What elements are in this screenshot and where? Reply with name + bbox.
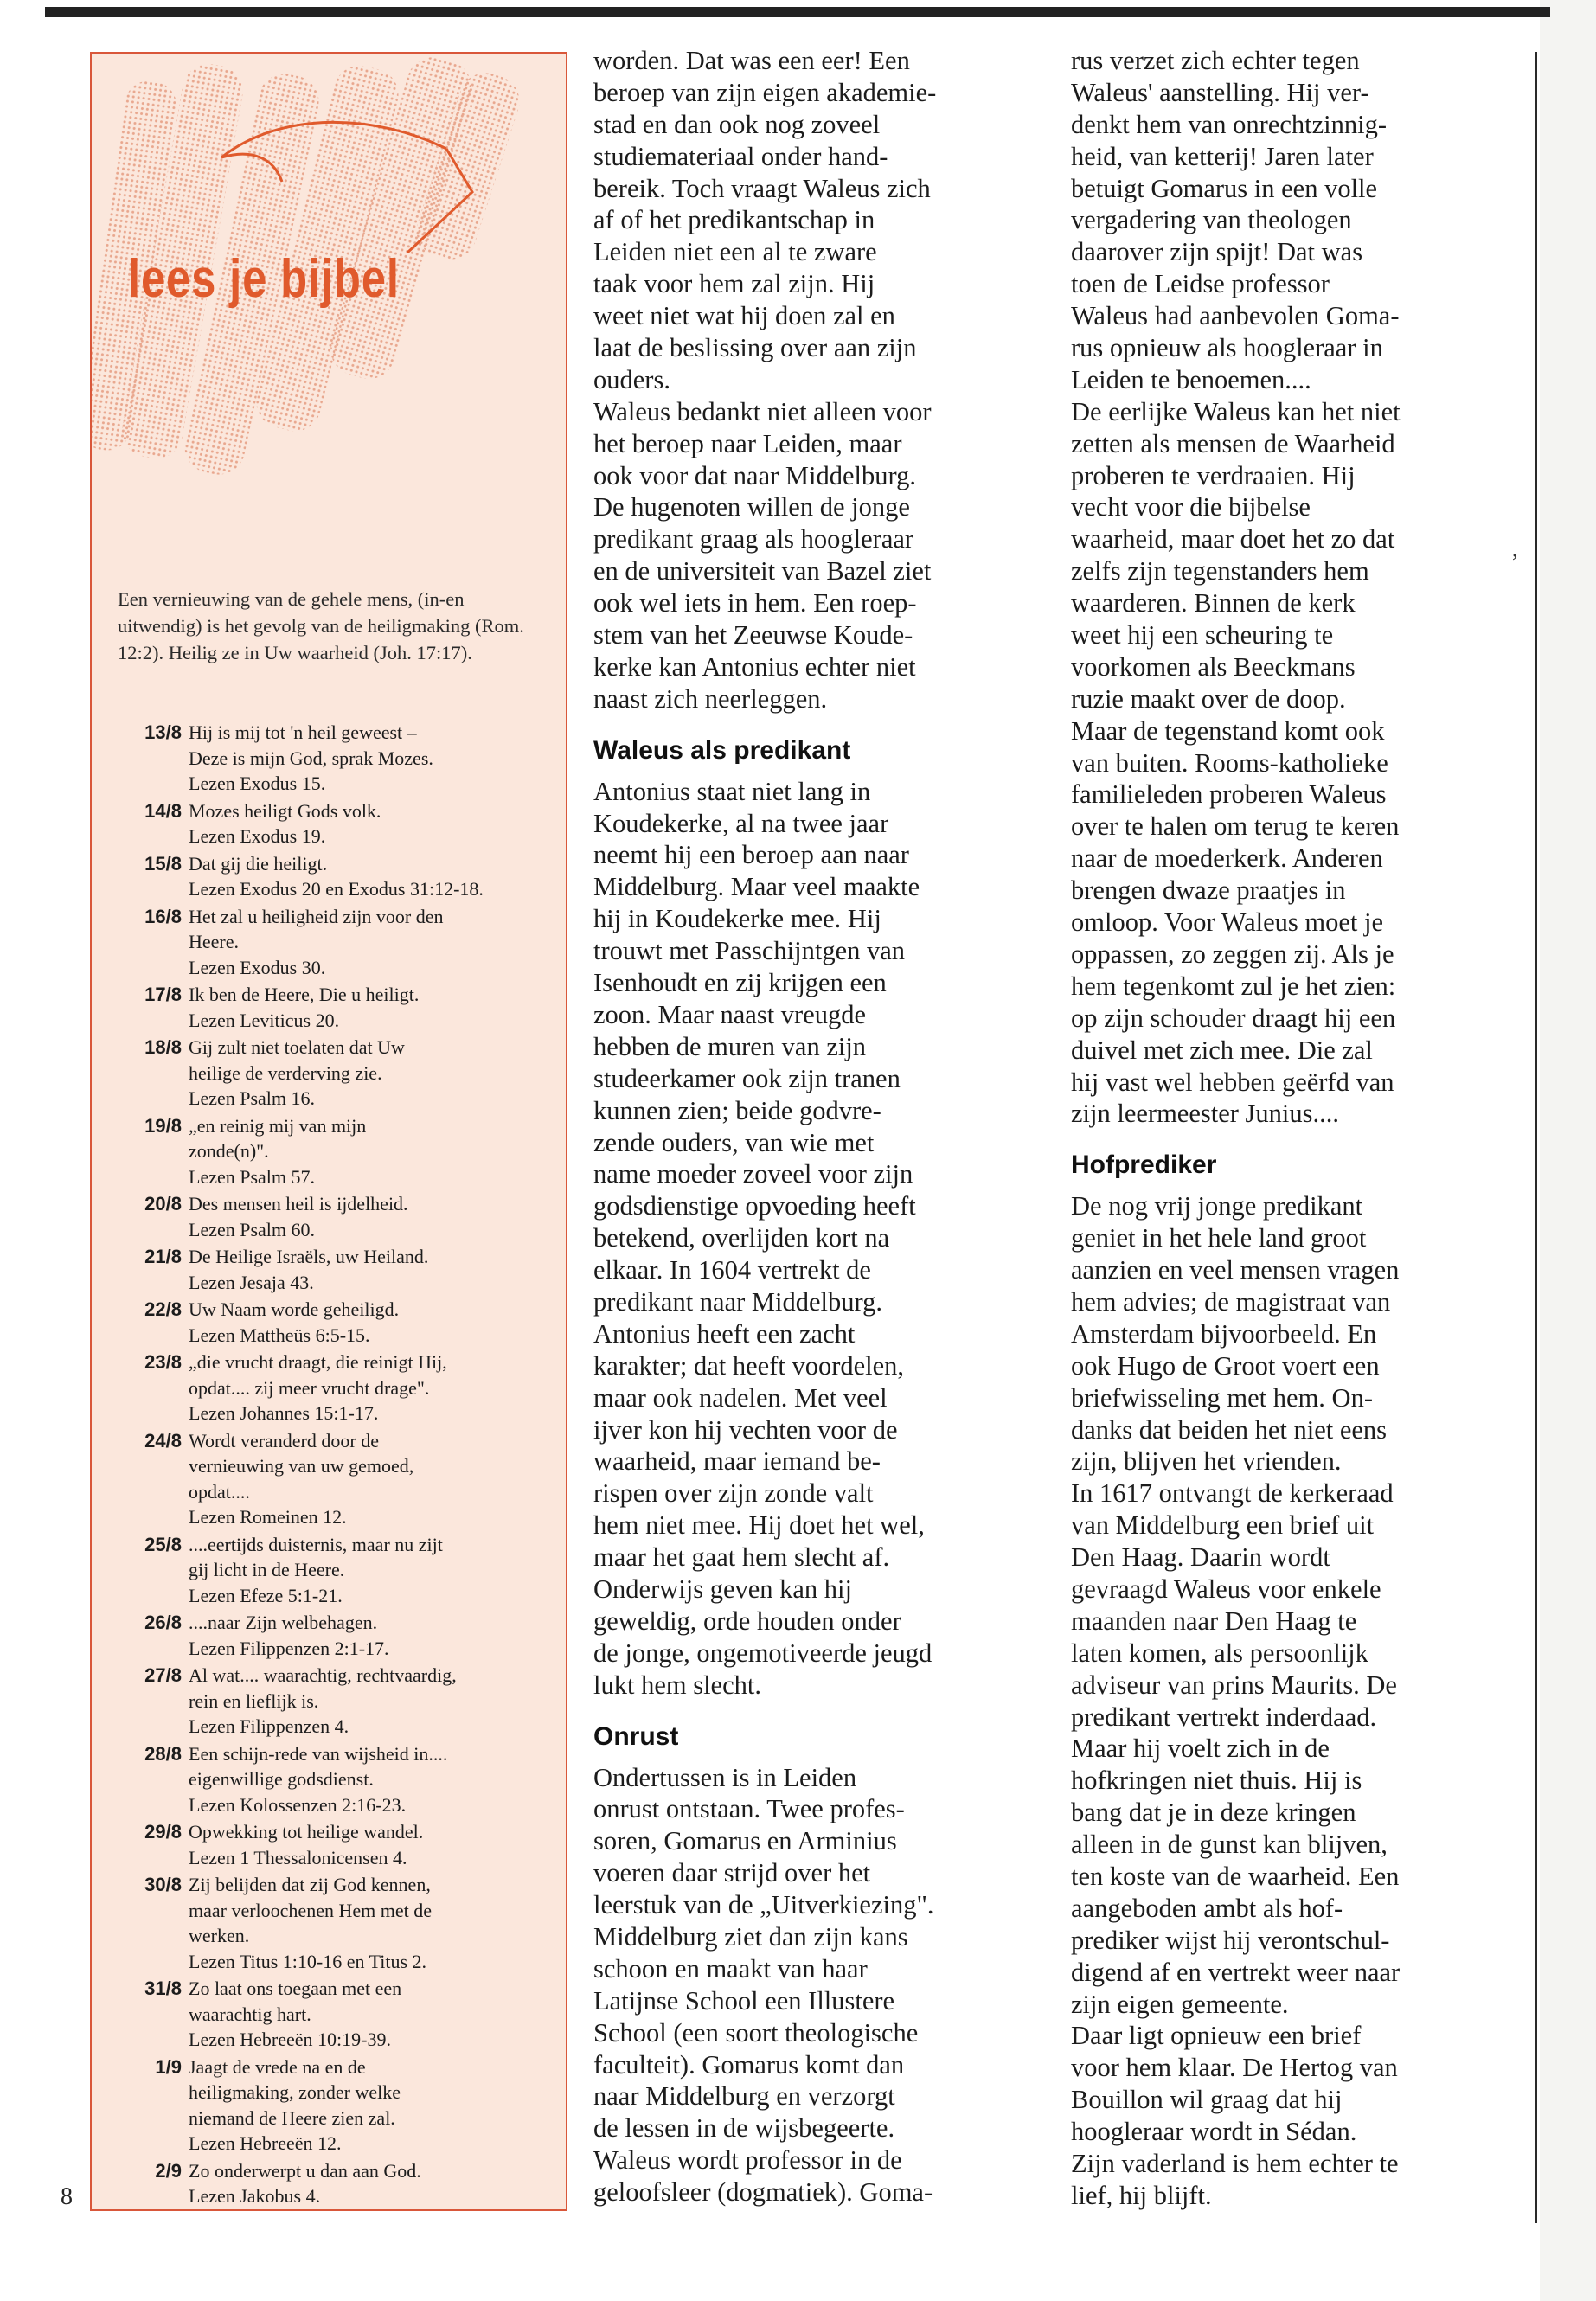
reading-entry xyxy=(116,2158,557,2209)
reading-date: 17/8 xyxy=(144,984,182,1005)
text-line: predikant graag als hoogleraar xyxy=(593,524,914,554)
reading-date: 29/8 xyxy=(144,1821,182,1843)
reading-line: niemand de Heere zien zal. xyxy=(189,2106,395,2129)
reading-entry xyxy=(116,1297,557,1348)
text-line: leerstuk van de „Uitverkiezing". xyxy=(593,1890,934,1920)
text-line: Leiden niet een al te zware xyxy=(593,237,877,267)
reading-text xyxy=(189,1244,557,1295)
reading-entry xyxy=(116,1191,557,1242)
reading-reference: Lezen Jesaja 43. xyxy=(189,1271,314,1293)
reading-reference: Lezen Psalm 60. xyxy=(189,1218,316,1240)
text-line: Isenhoudt en zij krijgen een xyxy=(593,968,887,998)
text-line: af of het predikantschap in xyxy=(593,205,875,235)
sidebar-title: lees je bijbel xyxy=(128,249,400,309)
text-line: hebben de muren van zijn xyxy=(593,1031,867,1061)
top-edge-bar xyxy=(45,7,1550,17)
reading-entry xyxy=(116,1610,557,1661)
text-line: zijn leermeester Junius.... xyxy=(1071,1099,1339,1129)
text-line: soren, Gomarus en Arminius xyxy=(593,1826,897,1856)
reading-date: 24/8 xyxy=(144,1429,182,1452)
reading-text xyxy=(189,982,557,1033)
text-line: lukt hem slecht. xyxy=(593,1670,761,1700)
text-line: waarderen. Binnen de kerk xyxy=(1071,588,1356,619)
reading-line: Een schijn-rede van wijsheid in.... xyxy=(189,1742,448,1765)
reading-line: Heere. xyxy=(189,931,240,952)
text-line: op zijn schouder draagt hij een xyxy=(1071,1003,1396,1033)
text-line: Onderwijs geven kan hij xyxy=(593,1574,852,1604)
text-line: familieleden proberen Waleus xyxy=(1071,779,1387,810)
text-line: maanden naar Den Haag te xyxy=(1071,1606,1357,1636)
reading-date: 18/8 xyxy=(144,1036,182,1058)
reading-date: 22/8 xyxy=(144,1298,182,1320)
reading-reference: Lezen Leviticus 20. xyxy=(189,1009,340,1031)
reading-date: 13/8 xyxy=(144,721,182,743)
reading-text xyxy=(189,1819,557,1870)
text-line: adviseur van prins Maurits. De xyxy=(1071,1670,1397,1700)
text-line: aanzien en veel mensen vragen xyxy=(1071,1255,1400,1285)
text-line: zijn, blijven het vrienden. xyxy=(1071,1446,1342,1477)
reading-reference: Lezen Filippenzen 4. xyxy=(189,1715,349,1737)
text-line: en de universiteit van Bazel ziet xyxy=(593,556,932,586)
reading-entry xyxy=(116,720,557,797)
paragraph-block xyxy=(593,1762,1043,2208)
text-line: weet hij een scheuring te xyxy=(1071,620,1334,651)
text-line: omloop. Voor Waleus moet je xyxy=(1071,907,1383,938)
text-line: ook wel iets in hem. Een roep- xyxy=(593,588,917,619)
text-line: Den Haag. Daarin wordt xyxy=(1071,1542,1330,1573)
reading-line: ....eertijds duisternis, maar nu zijt xyxy=(189,1533,443,1555)
reading-entry xyxy=(116,1035,557,1112)
text-line: waarheid, maar doet het zo dat xyxy=(1071,524,1395,554)
text-line: Antonius heeft een zacht xyxy=(593,1318,856,1349)
heading-onrust: Onrust xyxy=(593,1721,679,1751)
text-line: alleen in de gunst kan blijven, xyxy=(1071,1830,1388,1860)
reading-date: 28/8 xyxy=(144,1742,182,1765)
paragraph-block xyxy=(1071,1190,1521,2212)
reading-line: Hij is mij tot 'n heil geweest – xyxy=(189,721,417,743)
reading-line: De Heilige Israëls, uw Heiland. xyxy=(189,1246,429,1267)
reading-line: Zij belijden dat zij God kennen, xyxy=(189,1874,431,1895)
reading-date: 27/8 xyxy=(144,1664,182,1686)
reading-text xyxy=(189,1610,557,1661)
reading-reference: Lezen Johannes 15:1-17. xyxy=(189,1402,379,1424)
reading-line: eigenwillige godsdienst. xyxy=(189,1768,374,1790)
reading-text xyxy=(189,851,557,902)
text-line: van Middelburg een brief uit xyxy=(1071,1510,1375,1541)
text-line: het beroep naar Leiden, maar xyxy=(593,428,902,458)
text-line: name moeder zoveel voor zijn xyxy=(593,1159,913,1189)
text-line: weet niet wat hij doen zal en xyxy=(593,301,895,331)
reading-reference: Lezen Titus 1:10-16 en Titus 2. xyxy=(189,1950,427,1972)
text-line: duivel met zich mee. Die zal xyxy=(1071,1035,1373,1065)
reading-line: „en reinig mij van mijn xyxy=(189,1114,367,1137)
paragraph-block xyxy=(593,776,1043,1702)
text-line: Daar ligt opnieuw een brief xyxy=(1071,2021,1362,2051)
reading-date: 23/8 xyxy=(144,1351,182,1373)
reading-line: Zo laat ons toegaan met een xyxy=(189,1977,402,1999)
reading-reference: Lezen 1 Thessalonicensen 4. xyxy=(189,1846,407,1868)
text-line: Antonius staat niet lang in xyxy=(593,776,871,806)
reading-reference: Lezen Filippenzen 2:1-17. xyxy=(189,1637,389,1659)
reading-text xyxy=(189,1663,557,1740)
reading-entry xyxy=(116,1428,557,1530)
text-line: maar het gaat hem slecht af. xyxy=(593,1542,890,1573)
text-line: Amsterdam bijvoorbeeld. En xyxy=(1071,1318,1377,1349)
reading-reference: Lezen Jakobus 4. xyxy=(189,2185,321,2207)
text-line: betekend, overlijden kort na xyxy=(593,1223,890,1253)
reading-text xyxy=(189,1191,557,1242)
reading-line: ....naar Zijn welbehagen. xyxy=(189,1612,378,1633)
text-line: rus opnieuw als hoogleraar in xyxy=(1071,333,1383,363)
text-line: briefwisseling met hem. On- xyxy=(1071,1382,1373,1413)
text-line: vecht voor die bijbelse xyxy=(1071,492,1311,522)
sidebar-intro: Een vernieuwing van de gehele mens, (in-en uitwendig) is het gevolg van de heiligmaking (Rom. 12:2). Heilig ze in Uw waarheid (Joh. 17:17). xyxy=(118,588,524,663)
text-line: gevraagd Waleus voor enkele xyxy=(1071,1574,1381,1604)
reading-text xyxy=(189,720,557,797)
reading-entry xyxy=(116,851,557,902)
text-line: kerke kan Antonius echter niet xyxy=(593,651,916,682)
reading-line: gij licht in de Heere. xyxy=(189,1559,345,1580)
reading-line: Opwekking tot heilige wandel. xyxy=(189,1821,424,1843)
text-line: Waleus wordt professor in de xyxy=(593,2145,902,2176)
right-column-rule xyxy=(1535,52,1537,2223)
text-line: proberen te verdraaien. Hij xyxy=(1071,460,1356,490)
text-line: zoon. Maar naast vreugde xyxy=(593,999,867,1029)
text-line: hofkringen niet thuis. Hij is xyxy=(1071,1766,1362,1796)
heading-waleus-als-predikant: Waleus als predikant xyxy=(593,735,851,765)
text-line: neemt hij een beroep aan naar xyxy=(593,840,909,870)
text-line: beroep van zijn eigen akademie- xyxy=(593,77,937,107)
reading-text xyxy=(189,1349,557,1426)
reading-line: „die vrucht draagt, die reinigt Hij, xyxy=(189,1351,447,1373)
reading-line: Uw Naam worde geheiligd. xyxy=(189,1298,400,1320)
reading-entry xyxy=(116,1244,557,1295)
reading-text xyxy=(189,1297,557,1348)
page-number: 8 xyxy=(61,2183,73,2210)
reading-entry xyxy=(116,1663,557,1740)
text-line: schoon en maakt van haar xyxy=(593,1953,868,1984)
reading-line: Al wat.... waarachtig, rechtvaardig, xyxy=(189,1664,457,1686)
reading-reference: Lezen Romeinen 12. xyxy=(189,1506,347,1528)
reading-date: 1/9 xyxy=(155,2055,182,2078)
reading-text xyxy=(189,1113,557,1190)
reading-line: heiligmaking, zonder welke xyxy=(189,2081,401,2103)
text-line: laat de beslissing over aan zijn xyxy=(593,333,917,363)
reading-date: 16/8 xyxy=(144,905,182,927)
reading-date: 15/8 xyxy=(144,852,182,875)
text-line: worden. Dat was een eer! Een xyxy=(593,46,910,75)
reading-text xyxy=(189,2158,557,2209)
reading-line: Ik ben de Heere, Die u heiligt. xyxy=(189,984,420,1005)
reading-line: rein en lieflijk is. xyxy=(189,1689,319,1712)
text-line: denkt hem van onrechtzinnig- xyxy=(1071,109,1388,139)
text-line: predikant vertrekt inderdaad. xyxy=(1071,1702,1377,1732)
article-column-middle xyxy=(593,45,1043,2208)
reading-line: Deze is mijn God, sprak Mozes. xyxy=(189,747,433,769)
reading-entry xyxy=(116,1872,557,1974)
text-line: over te halen om terug te keren xyxy=(1071,811,1400,842)
reading-reference: Lezen Efeze 5:1-21. xyxy=(189,1584,343,1606)
bible-reading-sidebar xyxy=(90,52,567,2211)
reading-line: Dat gij die heiligt. xyxy=(189,852,328,875)
page-edge-shade xyxy=(1540,0,1596,2301)
text-line: de lessen in de wijsbegeerte. xyxy=(593,2113,895,2144)
text-line: Maar de tegenstand komt ook xyxy=(1071,715,1385,746)
paragraph-block xyxy=(593,45,1043,715)
text-line: naar Middelburg en verzorgt xyxy=(593,2081,895,2112)
text-line: elkaar. In 1604 vertrekt de xyxy=(593,1255,871,1285)
text-line: aangeboden ambt als hof- xyxy=(1071,1893,1343,1923)
reading-text xyxy=(189,904,557,981)
reading-reference: Lezen Exodus 19. xyxy=(189,825,326,847)
reading-entry xyxy=(116,1819,557,1870)
paragraph-block xyxy=(1071,45,1521,1130)
text-line: ook voor dat naar Middelburg. xyxy=(593,460,916,490)
text-line: geniet in het hele land groot xyxy=(1071,1223,1367,1253)
text-line: ten koste van de waarheid. Een xyxy=(1071,1861,1400,1891)
text-line: hij in Koudekerke mee. Hij xyxy=(593,904,881,934)
text-line: In 1617 ontvangt de kerkeraad xyxy=(1071,1478,1394,1509)
reading-line: waarachtig hart. xyxy=(189,2003,311,2025)
text-line: betuigt Gomarus in een volle xyxy=(1071,173,1378,203)
reading-entry xyxy=(116,1349,557,1426)
text-line: rus verzet zich echter tegen xyxy=(1071,46,1360,75)
reading-line: opdat.... xyxy=(189,1480,250,1503)
text-line: ook Hugo de Groot voert een xyxy=(1071,1350,1380,1381)
text-line: toen de Leidse professor xyxy=(1071,269,1330,299)
text-line: Bouillon wil graag dat hij xyxy=(1071,2085,1343,2115)
text-line: trouwt met Passchijntgen van xyxy=(593,936,906,966)
text-line: zetten als mensen de Waarheid xyxy=(1071,428,1395,458)
reading-reference: Lezen Exodus 30. xyxy=(189,956,326,978)
reading-reference: Lezen Psalm 16. xyxy=(189,1087,316,1109)
reading-line: Des mensen heil is ijdelheid. xyxy=(189,1193,408,1215)
reading-date: 19/8 xyxy=(144,1114,182,1137)
text-line: studeerkamer ook zijn tranen xyxy=(593,1063,901,1093)
text-line: zijn eigen gemeente. xyxy=(1071,1989,1289,2019)
text-line: Zijn vaderland is hem echter te xyxy=(1071,2149,1399,2178)
reading-text xyxy=(189,1428,557,1530)
reading-date: 20/8 xyxy=(144,1193,182,1215)
reading-date: 26/8 xyxy=(144,1612,182,1633)
reading-date: 31/8 xyxy=(144,1977,182,1999)
text-line: bang dat je in deze kringen xyxy=(1071,1798,1356,1828)
reading-text xyxy=(189,2054,557,2157)
text-line: predikant naar Middelburg. xyxy=(593,1286,882,1317)
reading-reference: Lezen Hebreeën 12. xyxy=(189,2132,342,2154)
text-line: lief, hij blijft. xyxy=(1071,2180,1212,2210)
text-line: prediker wijst hij verontschul- xyxy=(1071,1925,1390,1955)
reading-line: Wordt veranderd door de xyxy=(189,1429,379,1452)
reading-entry xyxy=(116,798,557,849)
text-line: hem advies; de magistraat van xyxy=(1071,1286,1391,1317)
text-line: godsdienstige opvoeding heeft xyxy=(593,1191,916,1221)
reading-entry xyxy=(116,982,557,1033)
text-line: kunnen zien; beide godvre- xyxy=(593,1095,881,1125)
reading-text xyxy=(189,1532,557,1609)
text-line: De eerlijke Waleus kan het niet xyxy=(1071,396,1401,426)
text-line: Middelburg. Maar veel maakte xyxy=(593,872,920,902)
text-line: De hugenoten willen de jonge xyxy=(593,492,910,522)
text-line: ouders. xyxy=(593,364,670,394)
text-line: ruzie maakt over de doop. xyxy=(1071,683,1346,714)
reading-reference: Lezen Kolossenzen 2:16-23. xyxy=(189,1793,407,1816)
text-line: rispen over zijn zonde valt xyxy=(593,1478,874,1509)
reading-reference: Lezen Hebreeën 10:19-39. xyxy=(189,2029,391,2050)
reading-reference: Lezen Exodus 15. xyxy=(189,772,326,794)
reading-reference: Lezen Mattheüs 6:5-15. xyxy=(189,1324,370,1346)
text-line: studiemateriaal onder hand- xyxy=(593,141,888,171)
article-column-right xyxy=(1071,45,1521,2212)
text-line: Latijnse School een Illustere xyxy=(593,1985,895,2016)
text-line: De nog vrij jonge predikant xyxy=(1071,1191,1363,1221)
reading-line: maar verloochenen Hem met de xyxy=(189,1899,432,1921)
reading-date: 2/9 xyxy=(155,2159,182,2182)
text-line: Waleus' aanstelling. Hij ver- xyxy=(1071,77,1369,107)
reading-line: Zo onderwerpt u dan aan God. xyxy=(189,2159,421,2182)
text-line: voeren daar strijd over het xyxy=(593,1858,871,1888)
reading-entry xyxy=(116,2054,557,2157)
text-line: naast zich neerleggen. xyxy=(593,683,828,714)
text-line: waarheid, maar iemand be- xyxy=(593,1446,881,1477)
text-line: laten komen, als persoonlijk xyxy=(1071,1638,1368,1668)
reading-entry xyxy=(116,1741,557,1818)
text-line: Ondertussen is in Leiden xyxy=(593,1762,857,1792)
text-line: naar de moederkerk. Anderen xyxy=(1071,843,1383,874)
reading-line: zonde(n)". xyxy=(189,1140,269,1162)
text-line: danks dat beiden het niet eens xyxy=(1071,1414,1388,1445)
text-line: ijver kon hij vechten voor de xyxy=(593,1414,898,1445)
text-line: oppassen, zo zeggen zij. Als je xyxy=(1071,939,1394,969)
reading-entry xyxy=(116,904,557,981)
reading-reference: Lezen Exodus 20 en Exodus 31:12-18. xyxy=(189,878,484,900)
reading-date: 25/8 xyxy=(144,1533,182,1555)
text-line: bereik. Toch vraagt Waleus zich xyxy=(593,173,931,203)
text-line: de jonge, ongemotiveerde jeugd xyxy=(593,1638,933,1668)
text-line: heid, van ketterij! Jaren later xyxy=(1071,141,1374,171)
reading-text xyxy=(189,1035,557,1112)
reading-line: Gij zult niet toelaten dat Uw xyxy=(189,1036,405,1058)
reading-line: Jaagt de vrede na en de xyxy=(189,2055,366,2078)
reading-text xyxy=(189,798,557,849)
reading-date: 21/8 xyxy=(144,1246,182,1267)
text-line: stad en dan ook nog zoveel xyxy=(593,109,881,139)
reading-line: Het zal u heiligheid zijn voor den xyxy=(189,905,444,927)
text-line: hem niet mee. Hij doet het wel, xyxy=(593,1510,925,1541)
reading-line: heilige de verderving zie. xyxy=(189,1061,382,1084)
text-line: zende ouders, van wie met xyxy=(593,1127,875,1157)
text-line: Leiden te benoemen.... xyxy=(1071,364,1311,394)
text-line: Waleus had aanbevolen Goma- xyxy=(1071,301,1400,331)
text-line: hem tegenkomt zul je het zien: xyxy=(1071,971,1396,1001)
text-line: van buiten. Rooms-katholieke xyxy=(1071,747,1388,778)
text-line: zelfs zijn tegenstanders hem xyxy=(1071,556,1369,586)
text-line: digend af en vertrekt weer naar xyxy=(1071,1957,1401,1987)
reading-line: Mozes heiligt Gods volk. xyxy=(189,799,381,822)
reading-entry xyxy=(116,1532,557,1609)
reading-line: opdat.... zij meer vrucht drage". xyxy=(189,1376,430,1399)
reading-schedule xyxy=(116,720,557,2211)
reading-date: 30/8 xyxy=(144,1874,182,1895)
text-line: hij vast wel hebben geërfd van xyxy=(1071,1067,1394,1097)
reading-entry xyxy=(116,1976,557,2053)
reading-text xyxy=(189,1872,557,1974)
text-line: vergadering van theologen xyxy=(1071,205,1352,235)
reading-line: werken. xyxy=(189,1925,250,1946)
text-line: brengen dwaze praatjes in xyxy=(1071,875,1346,906)
text-line: daarover zijn spijt! Dat was xyxy=(1071,237,1363,267)
text-line: onrust ontstaan. Twee profes- xyxy=(593,1794,905,1824)
text-line: voor hem klaar. De Hertog van xyxy=(1071,2053,1398,2083)
text-line: Koudekerke, al na twee jaar xyxy=(593,808,889,838)
text-line: Maar hij voelt zich in de xyxy=(1071,1734,1330,1764)
text-line: karakter; dat heeft voordelen, xyxy=(593,1350,905,1381)
text-line: School (een soort theologische xyxy=(593,2017,919,2048)
reading-date: 14/8 xyxy=(144,799,182,822)
reading-line: vernieuwing van uw gemoed, xyxy=(189,1455,414,1477)
text-line: Waleus bedankt niet alleen voor xyxy=(593,396,932,426)
reading-entry xyxy=(116,1113,557,1190)
text-line: geloofsleer (dogmatiek). Goma- xyxy=(593,2177,933,2208)
text-line: stem van het Zeeuwse Koude- xyxy=(593,620,913,651)
text-line: Middelburg ziet dan zijn kans xyxy=(593,1921,908,1952)
text-line: taak voor hem zal zijn. Hij xyxy=(593,269,875,299)
text-line: faculteit). Gomarus komt dan xyxy=(593,2049,905,2080)
reading-text xyxy=(189,1976,557,2053)
text-line: voorkomen als Beeckmans xyxy=(1071,651,1356,682)
text-line: hoogleraar wordt in Sédan. xyxy=(1071,2117,1357,2147)
heading-hofprediker: Hofprediker xyxy=(1071,1150,1217,1180)
reading-reference: Lezen Psalm 57. xyxy=(189,1165,316,1188)
margin-mark: , xyxy=(1512,536,1518,561)
reading-text xyxy=(189,1741,557,1818)
text-line: geweldig, orde houden onder xyxy=(593,1606,901,1636)
text-line: maar ook nadelen. Met veel xyxy=(593,1382,888,1413)
